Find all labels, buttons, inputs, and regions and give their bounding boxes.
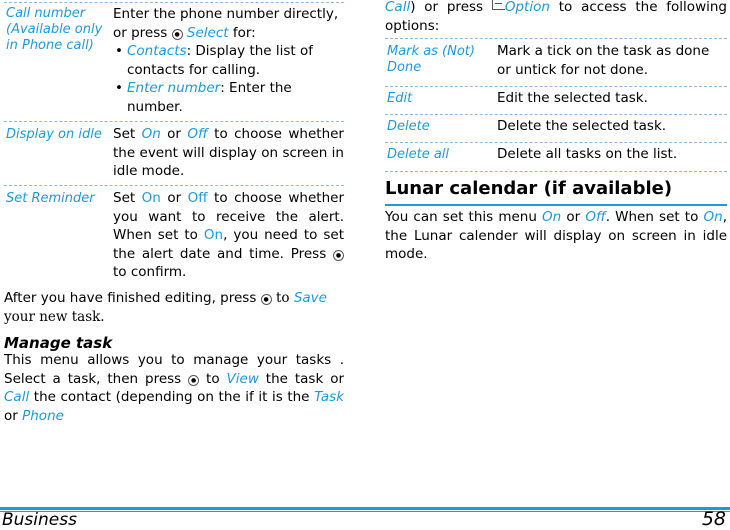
lunar-paragraph	[385, 208, 727, 264]
on-keyword: On	[141, 190, 161, 206]
heading-underline	[385, 204, 727, 206]
save-keyword: Save	[293, 290, 327, 306]
table-row	[385, 142, 727, 172]
text: the task or	[265, 370, 345, 387]
text: . When set to	[605, 209, 699, 225]
bullet-list	[113, 42, 344, 116]
text: to access the following options:	[385, 0, 727, 34]
text: your new task.	[4, 309, 105, 325]
description: Delete the selected task.	[497, 118, 667, 134]
enter-number-keyword: Enter number	[127, 80, 221, 96]
task-keyword: Task	[314, 389, 345, 405]
off-keyword: Off	[585, 209, 606, 225]
table-row	[4, 121, 344, 186]
text: or	[167, 126, 181, 142]
text: to choose whether you want to receive the alert. When set to	[113, 190, 344, 243]
text: the contact (depending on the if it is the	[33, 389, 310, 405]
term-delete: Delete	[387, 119, 430, 134]
after-edit-paragraph	[4, 289, 344, 327]
text: to	[206, 370, 220, 387]
table-row	[385, 114, 727, 143]
list-item	[113, 79, 344, 116]
description: Mark a tick on the task as done or untick for not done.	[497, 43, 710, 78]
term-edit: Edit	[387, 91, 413, 106]
text: or	[4, 407, 18, 424]
view-keyword: View	[226, 370, 259, 387]
description	[113, 5, 344, 116]
text: This menu allows you to manage your tasks . Select a task, then press	[4, 352, 344, 387]
table-row	[385, 38, 727, 87]
text: to	[275, 290, 290, 306]
text: Enter the phone number directly, or press	[113, 6, 339, 41]
manage-task-paragraph	[4, 351, 344, 425]
manage-task-heading: Manage task	[4, 334, 113, 352]
text: After you have finished editing, press	[4, 290, 257, 306]
text: or	[566, 209, 581, 225]
page-number: 58	[701, 508, 726, 530]
term-mark-as-done: Mark as (Not) Done	[387, 44, 475, 75]
phone-keyword: Phone	[22, 407, 64, 424]
footer-rule	[0, 507, 730, 510]
text: : Enter the number.	[127, 80, 292, 115]
text: : Display the list of contacts for calling.	[127, 43, 314, 78]
term-display-on-idle: Display on idle	[6, 127, 102, 142]
options-intro	[385, 0, 727, 35]
off-keyword: Off	[187, 126, 208, 142]
text: Set	[113, 190, 136, 206]
description: Delete all tasks on the list.	[497, 146, 678, 162]
text: You can set this menu	[385, 209, 537, 225]
text: ) or press	[410, 0, 484, 15]
footer-rule-thin	[0, 511, 730, 512]
on-keyword: On	[141, 126, 161, 142]
description	[113, 189, 344, 282]
center-key-icon: ●	[188, 375, 199, 386]
table-row	[4, 2, 344, 121]
off-keyword: Off	[187, 190, 208, 206]
option-keyword: Option	[504, 0, 550, 15]
contacts-keyword: Contacts	[127, 43, 187, 59]
lunar-calendar-heading: Lunar calendar (if available)	[385, 178, 673, 199]
text: to confirm.	[113, 264, 187, 280]
on-keyword: On	[203, 227, 224, 243]
text: or	[167, 190, 182, 206]
description: Edit the selected task.	[497, 90, 648, 106]
on-keyword: On	[542, 209, 562, 225]
text: Set	[113, 126, 136, 142]
center-key-icon: ●	[172, 29, 183, 40]
call-keyword: Call	[385, 0, 411, 15]
footer-section-title: Business	[2, 510, 77, 530]
call-keyword: Call	[4, 389, 30, 405]
list-item	[113, 42, 344, 79]
on-keyword: On	[703, 209, 723, 225]
center-key-icon: ●	[261, 294, 272, 305]
term-delete-all: Delete all	[387, 147, 450, 162]
text: for:	[232, 24, 256, 41]
text: to choose whether the event will display on screen in idle mode.	[113, 126, 344, 179]
text: , the Lunar calender will display on screen in idle mode.	[385, 209, 727, 262]
table-row	[385, 86, 727, 115]
description	[113, 125, 344, 181]
center-key-icon: ●	[333, 250, 344, 261]
table-row	[4, 185, 344, 286]
select-keyword: Select	[186, 24, 229, 41]
term-call-number: Call number (Available only in Phone call)	[6, 6, 103, 53]
text: , you need to set the alert date and time. Press	[113, 227, 344, 262]
left-softkey-icon	[492, 0, 505, 10]
term-set-reminder: Set Reminder	[6, 191, 95, 206]
